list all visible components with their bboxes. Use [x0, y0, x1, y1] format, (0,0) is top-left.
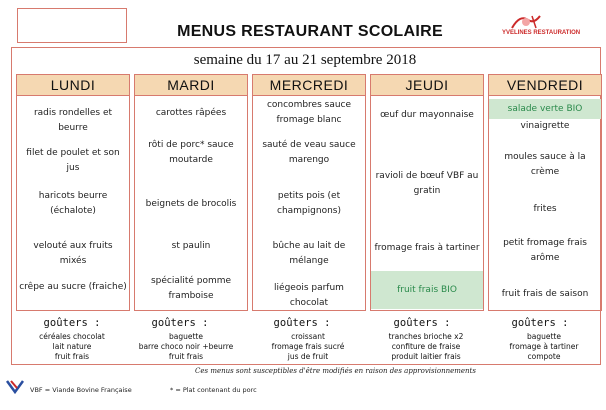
dish: vinaigrette: [520, 121, 570, 131]
day-header: VENDREDI: [489, 75, 601, 96]
day-column-vendredi: [488, 74, 602, 311]
disclaimer: Ces menus sont susceptibles d'être modifiés en raison des approvisionnements: [195, 367, 476, 375]
snack-item: jus de fruit: [287, 352, 329, 361]
snack-title: goûters :: [43, 317, 101, 329]
snack-item: baguette: [169, 332, 203, 341]
dish: filet de poulet et son jus: [26, 148, 120, 173]
snack-item: fruit frais: [54, 352, 90, 361]
vbf-legend: VBF = Viande Bovine Française: [30, 386, 132, 394]
snack-item: confiture de fraise: [391, 342, 461, 351]
snack-item: fromage frais sucré: [271, 342, 345, 351]
bio-dish: fruit frais BIO: [371, 271, 483, 309]
day-column-lundi: [16, 74, 130, 311]
dish: beignets de brocolis: [145, 199, 237, 209]
day-column-jeudi: [370, 74, 484, 311]
logo-mark-icon: [506, 12, 546, 32]
day-header: MERCREDI: [253, 75, 365, 96]
snack-title: goûters :: [393, 317, 451, 329]
logo-text: YVELINES RESTAURATION: [502, 30, 581, 36]
dish: bûche au lait de mélange: [272, 241, 346, 266]
snack-item: produit laitier frais: [391, 352, 461, 361]
dish: fruit frais de saison: [501, 289, 589, 299]
dish: sauté de veau sauce marengo: [262, 140, 356, 165]
snack-item: baguette: [527, 332, 561, 341]
dish: spécialité pomme framboise: [150, 276, 232, 301]
dish: st paulin: [171, 241, 211, 251]
snack-title: goûters :: [273, 317, 331, 329]
yvelines-restauration-logo: [484, 12, 596, 40]
snack-item: barre choco noir +beurre: [138, 342, 234, 351]
dish: haricots beurre (échalote): [38, 191, 108, 216]
dish: rôti de porc* sauce moutarde: [148, 140, 234, 165]
snack-item: croissant: [291, 332, 325, 341]
day-header: MARDI: [135, 75, 247, 96]
page-title: MENUS RESTAURANT SCOLAIRE: [177, 23, 443, 40]
snack-item: fruit frais: [168, 352, 204, 361]
snack-item: céréales chocolat: [39, 332, 105, 341]
snack-title: goûters :: [151, 317, 209, 329]
dish: petit fromage frais arôme: [503, 238, 587, 263]
top-left-box: [17, 8, 127, 43]
dish: crêpe au sucre (fraiche): [19, 282, 127, 292]
bio-dish: salade verte BIO: [489, 99, 601, 119]
dish: moules sauce à la crème: [504, 152, 586, 177]
dish: velouté aux fruits mixés: [33, 241, 113, 266]
dish: ravioli de bœuf VBF au gratin: [375, 171, 479, 196]
day-column-mercredi: [252, 74, 366, 311]
snack-item: tranches brioche x2: [388, 332, 464, 341]
pork-legend: * = Plat contenant du porc: [170, 386, 257, 394]
day-header: LUNDI: [17, 75, 129, 96]
week-title: semaine du 17 au 21 septembre 2018: [193, 52, 417, 68]
dish: œuf dur mayonnaise: [380, 110, 474, 120]
dish: concombres sauce fromage blanc: [266, 100, 352, 125]
dish: frites: [533, 204, 557, 214]
dish: petits pois (et champignons): [277, 191, 341, 216]
snack-title: goûters :: [511, 317, 569, 329]
dish: fromage frais à tartiner: [374, 243, 480, 253]
snack-item: lait nature: [52, 342, 92, 351]
dish: liégeois parfum chocolat: [274, 283, 344, 308]
day-column-mardi: [134, 74, 248, 311]
dish: carottes râpées: [155, 108, 227, 118]
snack-item: fromage à tartiner: [509, 342, 579, 351]
day-header: JEUDI: [371, 75, 483, 96]
snack-item: compote: [527, 352, 561, 361]
vbf-logo-icon: [5, 378, 27, 394]
dish: radis rondelles et beurre: [33, 108, 113, 133]
